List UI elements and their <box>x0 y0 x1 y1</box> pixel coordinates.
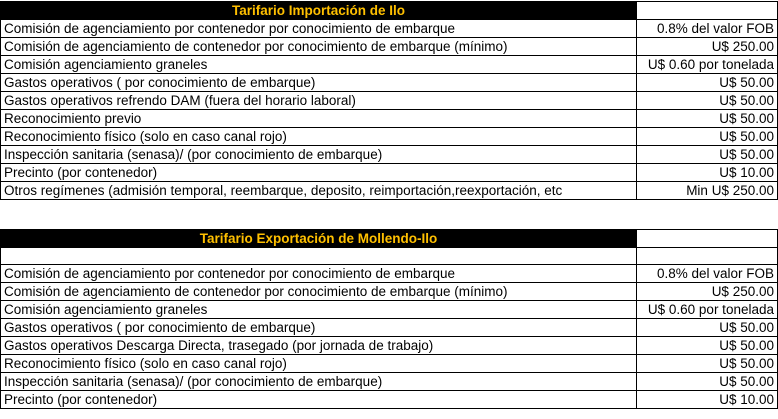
row-price: U$ 250.00 <box>637 283 778 301</box>
table-row <box>1 373 778 391</box>
import-table-title: Tarifario Importación de Ilo <box>1 2 637 20</box>
row-price: Min U$ 250.00 <box>637 182 778 200</box>
row-label: Precinto (por contenedor) <box>1 164 637 182</box>
row-price: U$ 50.00 <box>637 110 778 128</box>
row-label: Comisión agenciamiento graneles <box>1 56 637 74</box>
table-row <box>1 391 778 409</box>
table-row <box>1 110 778 128</box>
table-row <box>1 337 778 355</box>
row-price: U$ 10.00 <box>637 164 778 182</box>
table-row <box>1 319 778 337</box>
row-label: Inspección sanitaria (senasa)/ (por conocimiento de embarque) <box>1 146 637 164</box>
row-label: Comisión agenciamiento graneles <box>1 301 637 319</box>
table-header-row <box>1 230 778 248</box>
row-label: Reconocimiento previo <box>1 110 637 128</box>
table-row <box>1 38 778 56</box>
row-price: U$ 50.00 <box>637 92 778 110</box>
table-row <box>1 146 778 164</box>
table-row <box>1 164 778 182</box>
table-row <box>1 283 778 301</box>
row-price: U$ 50.00 <box>637 373 778 391</box>
row-price: U$ 50.00 <box>637 319 778 337</box>
row-label: Gastos operativos ( por conocimiento de embarque) <box>1 319 637 337</box>
row-label: Gastos operativos Descarga Directa, trasegado (por jornada de trabajo) <box>1 337 637 355</box>
row-label: Reconocimiento físico (solo en caso canal rojo) <box>1 128 637 146</box>
row-label: Comisión de agenciamiento de contenedor por conocimiento de embarque (mínimo) <box>1 38 637 56</box>
row-label: Comisión de agenciamiento por contenedor por conocimiento de embarque <box>1 20 637 38</box>
row-price: U$ 0.60 por tonelada <box>637 56 778 74</box>
row-label: Gastos operativos refrendo DAM (fuera del horario laboral) <box>1 92 637 110</box>
row-price: U$ 250.00 <box>637 38 778 56</box>
row-label: Reconocimiento físico (solo en caso canal rojo) <box>1 355 637 373</box>
table-row <box>1 265 778 283</box>
row-label: Comisión de agenciamiento por contenedor por conocimiento de embarque <box>1 265 637 283</box>
header-blank-cell <box>637 2 778 20</box>
table-row <box>1 92 778 110</box>
row-price: U$ 0.60 por tonelada <box>637 301 778 319</box>
row-price: U$ 50.00 <box>637 355 778 373</box>
row-price: 0.8% del valor FOB <box>637 265 778 283</box>
row-price: U$ 50.00 <box>637 128 778 146</box>
table-row <box>1 20 778 38</box>
blank-cell <box>1 248 637 265</box>
import-tariff-table <box>0 1 778 200</box>
row-label: Precinto (por contenedor) <box>1 391 637 409</box>
blank-cell <box>637 248 778 265</box>
table-blank-row <box>1 248 778 265</box>
export-table-title: Tarifario Exportación de Mollendo-Ilo <box>1 230 637 248</box>
row-label: Inspección sanitaria (senasa)/ (por conocimiento de embarque) <box>1 373 637 391</box>
row-price: U$ 50.00 <box>637 74 778 92</box>
table-row <box>1 74 778 92</box>
row-price: 0.8% del valor FOB <box>637 20 778 38</box>
row-label: Otros regímenes (admisión temporal, reembarque, deposito, reimportación,reexportación, etc <box>1 182 637 200</box>
row-price: U$ 10.00 <box>637 391 778 409</box>
table-row <box>1 56 778 74</box>
header-blank-cell <box>637 230 778 248</box>
table-row <box>1 128 778 146</box>
row-price: U$ 50.00 <box>637 146 778 164</box>
row-label: Gastos operativos ( por conocimiento de embarque) <box>1 74 637 92</box>
table-header-row <box>1 2 778 20</box>
table-row <box>1 301 778 319</box>
row-price: U$ 50.00 <box>637 337 778 355</box>
table-row <box>1 182 778 200</box>
table-row <box>1 355 778 373</box>
export-tariff-table <box>0 229 778 409</box>
row-label: Comisión de agenciamiento de contenedor por conocimiento de embarque (mínimo) <box>1 283 637 301</box>
